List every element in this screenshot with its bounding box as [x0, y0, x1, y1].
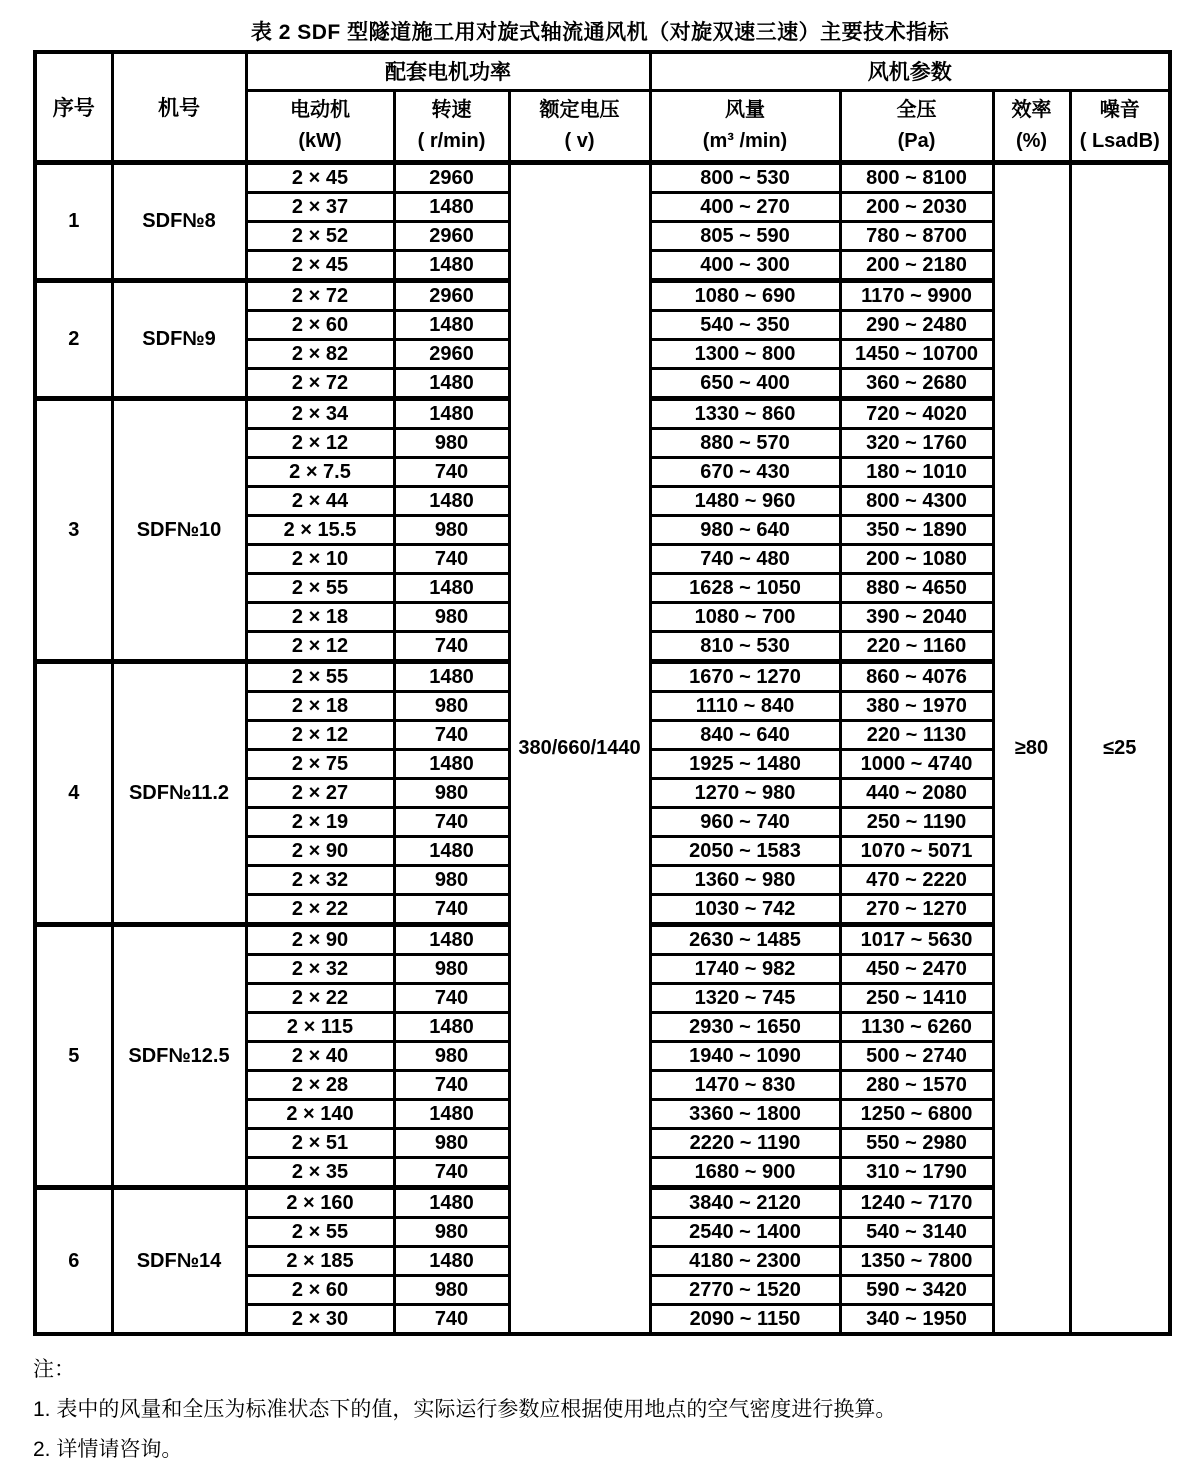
col-header-airflow-name: 风量 — [725, 98, 765, 121]
airflow-cell: 1270 ~ 980 — [650, 778, 840, 807]
col-header-motor — [246, 90, 394, 162]
speed-cell: 1480 — [394, 486, 509, 515]
motor-power-cell: 2 × 55 — [246, 661, 394, 691]
rated-voltage-cell: 380/660/1440 — [509, 162, 650, 1334]
motor-power-cell: 2 × 35 — [246, 1157, 394, 1187]
col-header-motor-name: 电动机 — [290, 98, 350, 121]
airflow-cell: 3360 ~ 1800 — [650, 1099, 840, 1128]
speed-cell: 740 — [394, 631, 509, 661]
notes-label: 注： — [33, 1357, 75, 1381]
airflow-cell: 1080 ~ 700 — [650, 602, 840, 631]
col-header-speed-unit: ( r/min) — [417, 129, 486, 152]
col-header-model: 机号 — [112, 52, 246, 162]
airflow-cell: 810 ~ 530 — [650, 631, 840, 661]
speed-cell: 2960 — [394, 162, 509, 192]
seq-cell: 3 — [35, 398, 112, 661]
pressure-cell: 1240 ~ 7170 — [840, 1187, 993, 1217]
motor-power-cell: 2 × 82 — [246, 339, 394, 368]
speed-cell: 980 — [394, 602, 509, 631]
motor-power-cell: 2 × 28 — [246, 1070, 394, 1099]
speed-cell: 980 — [394, 865, 509, 894]
motor-power-cell: 2 × 115 — [246, 1012, 394, 1041]
notes — [33, 1350, 1200, 1469]
airflow-cell: 400 ~ 270 — [650, 192, 840, 221]
col-header-pressure-unit: (Pa) — [897, 129, 936, 152]
pressure-cell: 1000 ~ 4740 — [840, 749, 993, 778]
pressure-cell: 320 ~ 1760 — [840, 428, 993, 457]
speed-cell: 1480 — [394, 661, 509, 691]
motor-power-cell: 2 × 52 — [246, 221, 394, 250]
airflow-cell: 1360 ~ 980 — [650, 865, 840, 894]
col-group-fan-params: 风机参数 — [650, 52, 1170, 90]
airflow-cell: 2930 ~ 1650 — [650, 1012, 840, 1041]
pressure-cell: 270 ~ 1270 — [840, 894, 993, 924]
motor-power-cell: 2 × 185 — [246, 1246, 394, 1275]
speed-cell: 1480 — [394, 1099, 509, 1128]
speed-cell: 980 — [394, 1217, 509, 1246]
airflow-cell: 1670 ~ 1270 — [650, 661, 840, 691]
pressure-cell: 250 ~ 1410 — [840, 983, 993, 1012]
col-header-efficiency-name: 效率 — [1011, 98, 1052, 121]
motor-power-cell: 2 × 22 — [246, 894, 394, 924]
motor-power-cell: 2 × 60 — [246, 1275, 394, 1304]
pressure-cell: 550 ~ 2980 — [840, 1128, 993, 1157]
motor-power-cell: 2 × 19 — [246, 807, 394, 836]
pressure-cell: 590 ~ 3420 — [840, 1275, 993, 1304]
page-title: 表 2 SDF 型隧道施工用对旋式轴流通风机（对旋双速三速）主要技术指标 — [250, 21, 950, 44]
pressure-cell: 1250 ~ 6800 — [840, 1099, 993, 1128]
pressure-cell: 200 ~ 2180 — [840, 250, 993, 280]
pressure-cell: 720 ~ 4020 — [840, 398, 993, 428]
airflow-cell: 1320 ~ 745 — [650, 983, 840, 1012]
col-header-efficiency — [993, 90, 1070, 162]
speed-cell: 980 — [394, 954, 509, 983]
pressure-cell: 1130 ~ 6260 — [840, 1012, 993, 1041]
speed-cell: 1480 — [394, 924, 509, 954]
speed-cell: 980 — [394, 428, 509, 457]
motor-power-cell: 2 × 140 — [246, 1099, 394, 1128]
speed-cell: 1480 — [394, 368, 509, 398]
seq-cell: 1 — [35, 162, 112, 280]
pressure-cell: 1350 ~ 7800 — [840, 1246, 993, 1275]
airflow-cell: 1080 ~ 690 — [650, 280, 840, 310]
pressure-cell: 450 ~ 2470 — [840, 954, 993, 983]
speed-cell: 1480 — [394, 1012, 509, 1041]
airflow-cell: 2050 ~ 1583 — [650, 836, 840, 865]
airflow-cell: 2220 ~ 1190 — [650, 1128, 840, 1157]
pressure-cell: 800 ~ 8100 — [840, 162, 993, 192]
speed-cell: 2960 — [394, 221, 509, 250]
airflow-cell: 670 ~ 430 — [650, 457, 840, 486]
pressure-cell: 780 ~ 8700 — [840, 221, 993, 250]
speed-cell: 1480 — [394, 250, 509, 280]
airflow-cell: 800 ~ 530 — [650, 162, 840, 192]
speed-cell: 980 — [394, 778, 509, 807]
speed-cell: 740 — [394, 983, 509, 1012]
motor-power-cell: 2 × 90 — [246, 924, 394, 954]
airflow-cell: 1300 ~ 800 — [650, 339, 840, 368]
noise-cell: ≤25 — [1070, 162, 1170, 1334]
speed-cell: 1480 — [394, 1246, 509, 1275]
speed-cell: 740 — [394, 544, 509, 573]
airflow-cell: 1030 ~ 742 — [650, 894, 840, 924]
airflow-cell: 1330 ~ 860 — [650, 398, 840, 428]
airflow-cell: 1628 ~ 1050 — [650, 573, 840, 602]
motor-power-cell: 2 × 160 — [246, 1187, 394, 1217]
col-header-speed — [394, 90, 509, 162]
col-header-voltage-unit: ( v) — [564, 129, 595, 152]
pressure-cell: 500 ~ 2740 — [840, 1041, 993, 1070]
motor-power-cell: 2 × 44 — [246, 486, 394, 515]
airflow-cell: 1680 ~ 900 — [650, 1157, 840, 1187]
motor-power-cell: 2 × 55 — [246, 573, 394, 602]
col-header-noise — [1070, 90, 1170, 162]
model-cell: SDF№10 — [112, 398, 246, 661]
motor-power-cell: 2 × 72 — [246, 280, 394, 310]
motor-power-cell: 2 × 10 — [246, 544, 394, 573]
motor-power-cell: 2 × 40 — [246, 1041, 394, 1070]
speed-cell: 1480 — [394, 836, 509, 865]
motor-power-cell: 2 × 55 — [246, 1217, 394, 1246]
col-header-voltage — [509, 90, 650, 162]
pressure-cell: 1017 ~ 5630 — [840, 924, 993, 954]
col-header-speed-name: 转速 — [431, 98, 472, 121]
airflow-cell: 740 ~ 480 — [650, 544, 840, 573]
speed-cell: 980 — [394, 1275, 509, 1304]
airflow-cell: 540 ~ 350 — [650, 310, 840, 339]
speed-cell: 1480 — [394, 573, 509, 602]
motor-power-cell: 2 × 45 — [246, 162, 394, 192]
airflow-cell: 2630 ~ 1485 — [650, 924, 840, 954]
efficiency-cell: ≥80 — [993, 162, 1070, 1334]
model-cell: SDF№9 — [112, 280, 246, 398]
col-header-noise-unit: ( LsadB) — [1079, 129, 1160, 152]
motor-power-cell: 2 × 37 — [246, 192, 394, 221]
col-header-airflow — [650, 90, 840, 162]
col-header-motor-unit: (kW) — [298, 129, 342, 152]
col-header-voltage-name: 额定电压 — [539, 98, 620, 121]
motor-power-cell: 2 × 30 — [246, 1304, 394, 1334]
col-header-airflow-unit: (m³ /min) — [702, 129, 788, 152]
speed-cell: 1480 — [394, 749, 509, 778]
airflow-cell: 4180 ~ 2300 — [650, 1246, 840, 1275]
airflow-cell: 960 ~ 740 — [650, 807, 840, 836]
speed-cell: 980 — [394, 1128, 509, 1157]
speed-cell: 740 — [394, 457, 509, 486]
note-item-2: 2. 详情请咨询。 — [33, 1437, 183, 1461]
motor-power-cell: 2 × 12 — [246, 720, 394, 749]
motor-power-cell: 2 × 18 — [246, 602, 394, 631]
airflow-cell: 805 ~ 590 — [650, 221, 840, 250]
col-header-efficiency-unit: (%) — [1015, 129, 1048, 152]
speed-cell: 740 — [394, 894, 509, 924]
seq-cell: 6 — [35, 1187, 112, 1334]
speed-cell: 980 — [394, 1041, 509, 1070]
pressure-cell: 250 ~ 1190 — [840, 807, 993, 836]
airflow-cell: 1925 ~ 1480 — [650, 749, 840, 778]
col-group-motor-power: 配套电机功率 — [246, 52, 650, 90]
airflow-cell: 2540 ~ 1400 — [650, 1217, 840, 1246]
speed-cell: 980 — [394, 515, 509, 544]
motor-power-cell: 2 × 27 — [246, 778, 394, 807]
motor-power-cell: 2 × 7.5 — [246, 457, 394, 486]
speed-cell: 1480 — [394, 310, 509, 339]
motor-power-cell: 2 × 12 — [246, 428, 394, 457]
airflow-cell: 1480 ~ 960 — [650, 486, 840, 515]
airflow-cell: 1740 ~ 982 — [650, 954, 840, 983]
pressure-cell: 540 ~ 3140 — [840, 1217, 993, 1246]
pressure-cell: 380 ~ 1970 — [840, 691, 993, 720]
seq-cell: 4 — [35, 661, 112, 924]
col-header-noise-name: 噪音 — [1099, 98, 1140, 121]
motor-power-cell: 2 × 45 — [246, 250, 394, 280]
pressure-cell: 200 ~ 1080 — [840, 544, 993, 573]
airflow-cell: 3840 ~ 2120 — [650, 1187, 840, 1217]
airflow-cell: 1940 ~ 1090 — [650, 1041, 840, 1070]
pressure-cell: 220 ~ 1130 — [840, 720, 993, 749]
speed-cell: 1480 — [394, 192, 509, 221]
speed-cell: 1480 — [394, 1187, 509, 1217]
spec-table — [33, 50, 1172, 1336]
motor-power-cell: 2 × 34 — [246, 398, 394, 428]
speed-cell: 740 — [394, 720, 509, 749]
airflow-cell: 980 ~ 640 — [650, 515, 840, 544]
col-header-seq: 序号 — [35, 52, 112, 162]
motor-power-cell: 2 × 18 — [246, 691, 394, 720]
pressure-cell: 220 ~ 1160 — [840, 631, 993, 661]
motor-power-cell: 2 × 22 — [246, 983, 394, 1012]
pressure-cell: 1070 ~ 5071 — [840, 836, 993, 865]
speed-cell: 740 — [394, 1157, 509, 1187]
motor-power-cell: 2 × 75 — [246, 749, 394, 778]
motor-power-cell: 2 × 15.5 — [246, 515, 394, 544]
model-cell: SDF№8 — [112, 162, 246, 280]
pressure-cell: 280 ~ 1570 — [840, 1070, 993, 1099]
airflow-cell: 2090 ~ 1150 — [650, 1304, 840, 1334]
pressure-cell: 290 ~ 2480 — [840, 310, 993, 339]
pressure-cell: 200 ~ 2030 — [840, 192, 993, 221]
motor-power-cell: 2 × 32 — [246, 865, 394, 894]
airflow-cell: 1470 ~ 830 — [650, 1070, 840, 1099]
pressure-cell: 1170 ~ 9900 — [840, 280, 993, 310]
pressure-cell: 360 ~ 2680 — [840, 368, 993, 398]
motor-power-cell: 2 × 60 — [246, 310, 394, 339]
pressure-cell: 440 ~ 2080 — [840, 778, 993, 807]
airflow-cell: 840 ~ 640 — [650, 720, 840, 749]
table-row — [35, 162, 1170, 192]
seq-cell: 5 — [35, 924, 112, 1187]
motor-power-cell: 2 × 32 — [246, 954, 394, 983]
airflow-cell: 2770 ~ 1520 — [650, 1275, 840, 1304]
airflow-cell: 1110 ~ 840 — [650, 691, 840, 720]
motor-power-cell: 2 × 90 — [246, 836, 394, 865]
speed-cell: 740 — [394, 1070, 509, 1099]
model-cell: SDF№14 — [112, 1187, 246, 1334]
model-cell: SDF№12.5 — [112, 924, 246, 1187]
pressure-cell: 470 ~ 2220 — [840, 865, 993, 894]
col-header-pressure — [840, 90, 993, 162]
speed-cell: 2960 — [394, 339, 509, 368]
pressure-cell: 340 ~ 1950 — [840, 1304, 993, 1334]
pressure-cell: 860 ~ 4076 — [840, 661, 993, 691]
airflow-cell: 880 ~ 570 — [650, 428, 840, 457]
col-header-pressure-name: 全压 — [896, 98, 937, 121]
airflow-cell: 400 ~ 300 — [650, 250, 840, 280]
note-item-1: 1. 表中的风量和全压为标准状态下的值，实际运行参数应根据使用地点的空气密度进行换算。 — [33, 1397, 897, 1421]
motor-power-cell: 2 × 51 — [246, 1128, 394, 1157]
speed-cell: 1480 — [394, 398, 509, 428]
pressure-cell: 880 ~ 4650 — [840, 573, 993, 602]
seq-cell: 2 — [35, 280, 112, 398]
speed-cell: 980 — [394, 691, 509, 720]
motor-power-cell: 2 × 72 — [246, 368, 394, 398]
speed-cell: 2960 — [394, 280, 509, 310]
motor-power-cell: 2 × 12 — [246, 631, 394, 661]
pressure-cell: 1450 ~ 10700 — [840, 339, 993, 368]
pressure-cell: 390 ~ 2040 — [840, 602, 993, 631]
speed-cell: 740 — [394, 1304, 509, 1334]
speed-cell: 740 — [394, 807, 509, 836]
pressure-cell: 350 ~ 1890 — [840, 515, 993, 544]
pressure-cell: 180 ~ 1010 — [840, 457, 993, 486]
pressure-cell: 310 ~ 1790 — [840, 1157, 993, 1187]
pressure-cell: 800 ~ 4300 — [840, 486, 993, 515]
model-cell: SDF№11.2 — [112, 661, 246, 924]
airflow-cell: 650 ~ 400 — [650, 368, 840, 398]
